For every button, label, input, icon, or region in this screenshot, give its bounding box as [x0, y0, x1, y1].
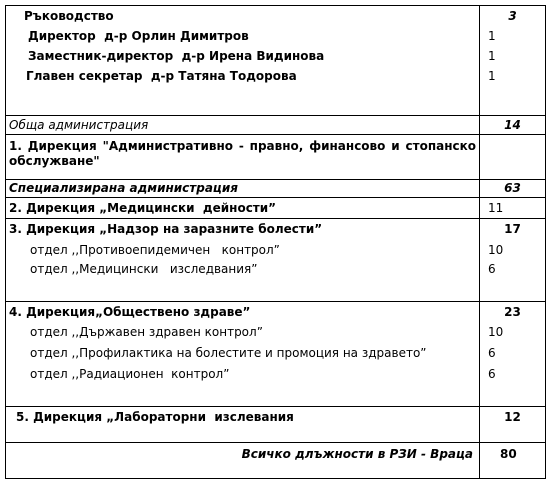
- general-admin-value: 14: [480, 116, 546, 135]
- specialized-admin-label: Специализирана администрация: [6, 180, 480, 198]
- table-row: [6, 26, 546, 47]
- secretary-label: Главен секретар д-р Татяна Тодорова: [6, 67, 480, 116]
- dept-prevention-value: 6: [480, 343, 546, 364]
- dept-state-health-value: 10: [480, 322, 546, 343]
- directorate4-value: 23: [480, 302, 546, 322]
- specialized-admin-value: 63: [480, 180, 546, 198]
- directorate1-label: 1. Дирекция "Административно - правно, финансово и стопанско обслужване": [6, 135, 480, 180]
- dept-radiation-value: 6: [480, 364, 546, 407]
- directorate1-value-cell: [480, 135, 546, 180]
- directorate2-label: 2. Дирекция „Медицински дейности”: [6, 198, 480, 219]
- leadership-label: Ръководство: [6, 6, 480, 26]
- table-row: [6, 135, 546, 180]
- deputy-value: 1: [480, 47, 546, 67]
- directorate5-label: 5. Дирекция „Лабораторни изслевания: [6, 407, 480, 443]
- dept-medical-research-value: 6: [480, 260, 546, 302]
- secretary-value: 1: [480, 67, 546, 116]
- dept-radiation-label: отдел ,,Радиационен контрол”: [6, 364, 480, 407]
- table-row: [6, 239, 546, 260]
- table-row: [6, 443, 546, 479]
- staff-positions-table: [5, 5, 546, 479]
- dept-antiepidemic-label: отдел ,,Противоепидемичен контрол”: [6, 239, 480, 260]
- director-value: 1: [480, 26, 546, 47]
- deputy-label: Заместник-директор д-р Ирена Видинова: [6, 47, 480, 67]
- table-row: [6, 343, 546, 364]
- table-row: [6, 180, 546, 198]
- table-row: [6, 47, 546, 67]
- general-admin-label: Обща администрация: [6, 116, 480, 135]
- directorate4-label: 4. Дирекция„Обществено здраве”: [6, 302, 480, 322]
- dept-medical-research-label: отдел ,,Медицински изследвания”: [6, 260, 480, 302]
- dept-prevention-label: отдел ,,Профилактика на болестите и промоция на здравето”: [6, 343, 480, 364]
- table-row: [6, 116, 546, 135]
- directorate3-label: 3. Дирекция „Надзор на заразните болести”: [6, 219, 480, 239]
- total-label: Всичко длъжности в РЗИ - Враца: [6, 443, 480, 479]
- directorate5-value: 12: [480, 407, 546, 443]
- table-row: [6, 322, 546, 343]
- directorate2-value: 11: [480, 198, 546, 219]
- table-row: [6, 198, 546, 219]
- table-row: [6, 6, 546, 26]
- director-label: Директор д-р Орлин Димитров: [6, 26, 480, 47]
- table-row: [6, 260, 546, 302]
- table-row: [6, 364, 546, 407]
- total-value: 80: [480, 443, 546, 479]
- table-row: [6, 67, 546, 116]
- dept-antiepidemic-value: 10: [480, 239, 546, 260]
- table-row: [6, 407, 546, 443]
- table-row: [6, 219, 546, 239]
- directorate3-value: 17: [480, 219, 546, 239]
- leadership-value: 3: [480, 6, 546, 26]
- dept-state-health-label: отдел ,,Държавен здравен контрол”: [6, 322, 480, 343]
- table-row: [6, 302, 546, 322]
